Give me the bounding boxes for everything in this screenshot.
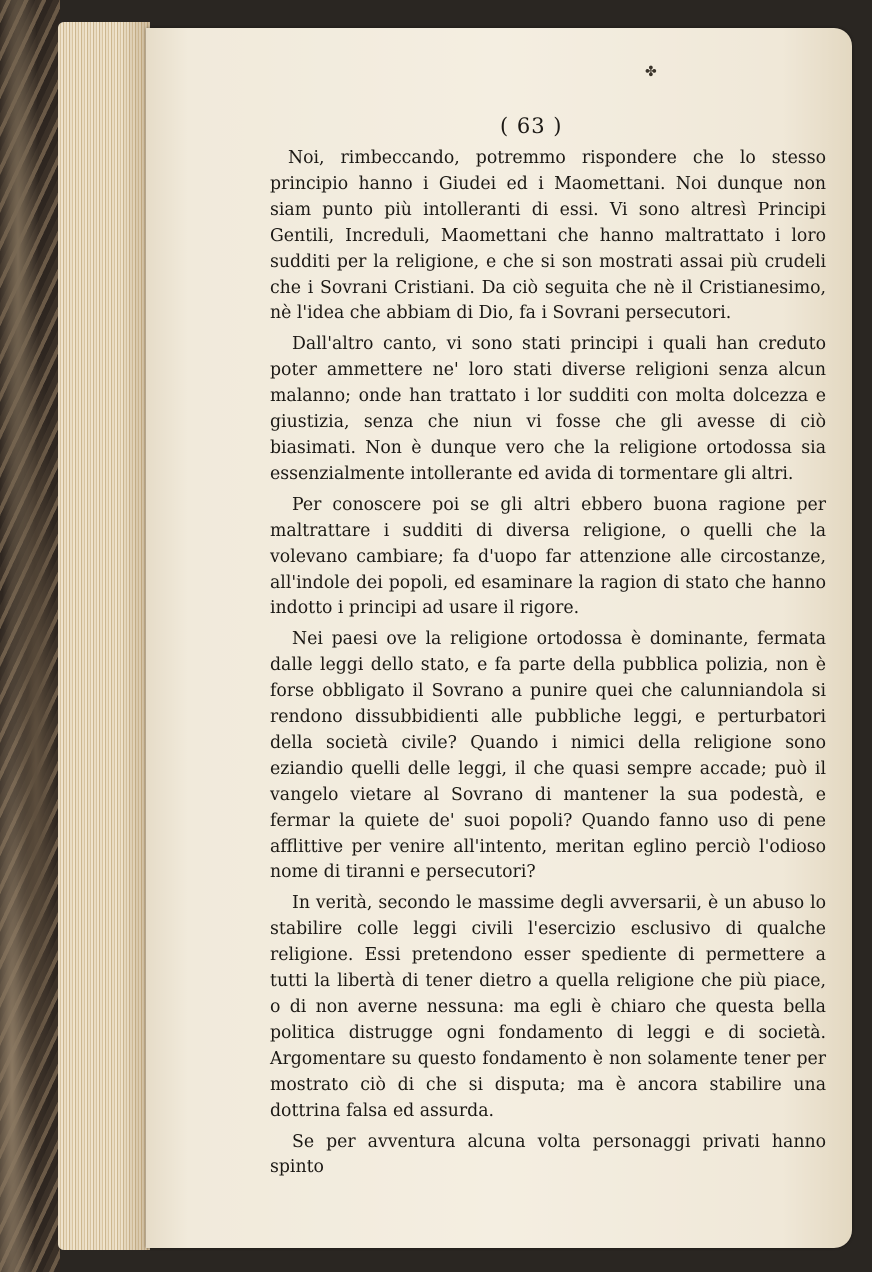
body-text: [270, 146, 826, 1186]
paragraph-1: Noi, rimbeccando, potremmo rispondere che lo stesso principio hanno i Giudei ed i Maomettani. Noi dunque non siam punto più intolleranti di essi. Vi sono altresì Principi Gentili, Increduli, Maomettani che hanno maltrattato i loro sudditi per la religione, e che si son mostrati assai più crudeli che i Sovrani Cristiani. Da ciò seguita che nè il Cristianesimo, nè l'idea che abbiam di Dio, fa i Sovrani persecutori.: [270, 148, 826, 324]
marbled-cover: [0, 0, 60, 1272]
paragraph-6: Se per avventura alcuna volta personaggi privati hanno spinto: [270, 1131, 826, 1178]
paragraph-5: In verità, secondo le massime degli avversarii, è un abuso lo stabilire colle leggi civili l'esercizio esclusivo di qualche religione. Essi pretendono esser spediente di permettere a tutti la libertà di tener dietro a quella religione che più piace, o di non averne nessuna: ma egli è chiaro che questa bella politica distrugge ogni fondamento di leggi e di società. Argomentare su questo fondamento è non solamente tener per mostrato ciò di che si disputa; ma è ancora stabilire una dottrina falsa ed assurda.: [270, 893, 826, 1121]
paragraph-3: Per conoscere poi se gli altri ebbero buona ragione per maltrattare i sudditi di diversa religione, o quelli che la volevano cambiare; fa d'uopo far attenzione alle circostanze, all'indole dei popoli, ed esaminare la ragion di stato che hanno indotto i principi ad usare il rigore.: [270, 494, 826, 619]
paragraph-4: Nei paesi ove la religione ortodossa è dominante, fermata dalle leggi dello stato, e fa parte della pubblica polizia, non è forse obbligato il Sovrano a punire quei che calunniandola si rendono dissubbidienti alle pubbliche leggi, e perturbatori della società civile? Quando i nimici della religione sono eziandio quelli delle leggi, il che quasi sempre accade; può il vangelo vietare al Sovrano di mantener la sua podestà, e fermar la quiete de' suoi popoli? Quando fanno uso di pene afflittive per venire all'intento, meritan eglino perciò l'odioso nome di tiranni e persecutori?: [270, 629, 826, 883]
ornament-mark: ✤: [645, 64, 657, 80]
page-number: ( 63 ): [500, 114, 563, 138]
paragraph-2: Dall'altro canto, vi sono stati principi i quali han creduto poter ammettere ne' loro stati diverse religioni senza alcun malanno; onde han trattato i lor sudditi con molta dolcezza e giustizia, senza che niun vi fosse che gli avesse di ciò biasimati. Non è dunque vero che la religione ortodossa sia essenzialmente intollerante ed avida di tormentare gli altri.: [270, 334, 826, 484]
